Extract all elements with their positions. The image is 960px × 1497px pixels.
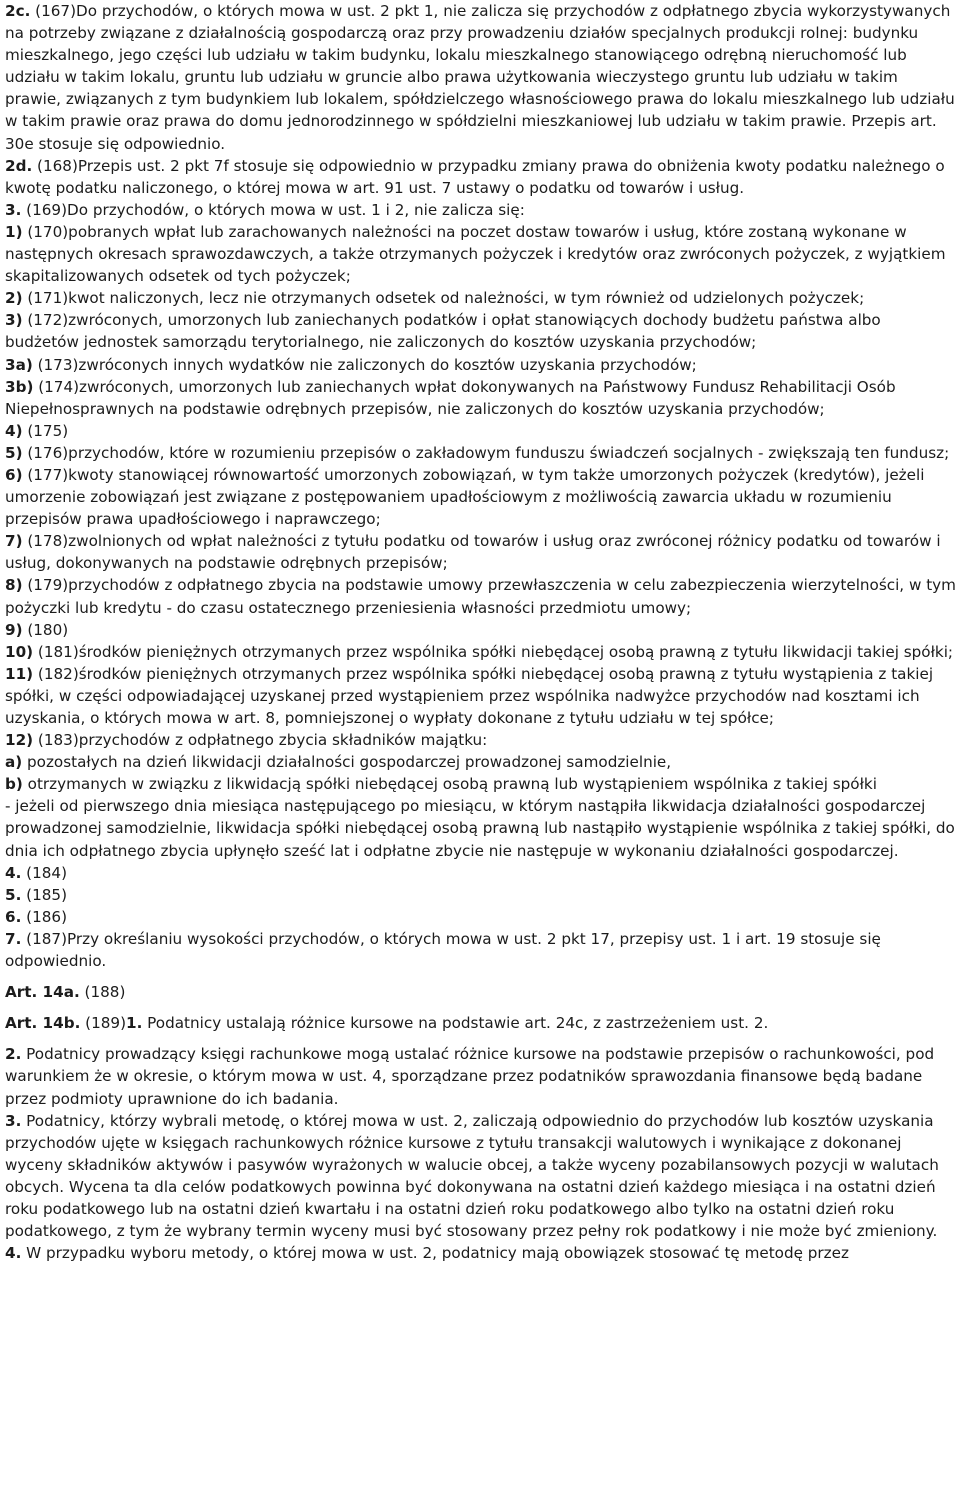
paragraph-text: (182)środków pieniężnych otrzymanych przez wspólnika spółki niebędącej osobą prawną z tytułu wystąpienia z takiej spółki, w części odpowiadającej uzyskanej przed wystąpieniem przez wspólnika nadwyżce przychodów nad kosztami ich uzyskania, o których mowa w art. 8, pomniejszonej o wypłaty dokonane z tytułu udziału w tej spółce; xyxy=(5,664,934,727)
paragraph-marker: a) xyxy=(5,753,23,772)
paragraph xyxy=(5,773,957,795)
paragraph xyxy=(5,155,957,199)
paragraph xyxy=(5,906,957,928)
paragraph xyxy=(5,530,957,574)
paragraph xyxy=(5,862,957,884)
paragraph-marker: 2d. xyxy=(5,156,33,175)
paragraph-marker: 5. xyxy=(5,885,22,904)
paragraph-marker: 2) xyxy=(5,289,23,308)
paragraph xyxy=(5,420,957,442)
paragraph-marker: 9) xyxy=(5,620,23,639)
paragraph-text: (189) xyxy=(80,1014,127,1033)
paragraph-marker: 2c. xyxy=(5,2,31,20)
paragraph-text: (187)Przy określaniu wysokości przychodów, o których mowa w ust. 2 pkt 17, przepisy ust. 1 i art. 19 stosuje się odpowiednio. xyxy=(5,929,881,971)
paragraph xyxy=(5,751,957,773)
paragraph-text: (170)pobranych wpłat lub zarachowanych należności na poczet dostaw towarów i usług, które zostaną wykonane w następnych okresach sprawozdawczych, a także otrzymanych pożyczek i kredytów oraz zwróconych pożyczek, z wyjątkiem skapitalizowanych odsetek od tych pożyczek; xyxy=(5,222,946,286)
paragraph xyxy=(5,221,957,287)
paragraph-text: (185) xyxy=(21,885,68,904)
paragraph xyxy=(5,663,957,729)
paragraph xyxy=(5,574,957,618)
paragraph xyxy=(5,0,957,155)
paragraph-marker: 8) xyxy=(5,576,23,595)
paragraph-text: pozostałych na dzień likwidacji działalności gospodarczej prowadzonej samodzielnie, xyxy=(22,753,672,772)
paragraph-marker: 4. xyxy=(5,1244,22,1263)
paragraph-marker: 1. xyxy=(126,1014,143,1033)
paragraph-marker: 3. xyxy=(5,200,22,219)
paragraph-marker: 3a) xyxy=(5,355,33,374)
paragraph xyxy=(5,376,957,420)
paragraph-text: (169)Do przychodów, o których mowa w ust. 1 i 2, nie zalicza się: xyxy=(21,200,525,219)
paragraph-marker: Art. 14b. xyxy=(5,1014,81,1033)
paragraph-marker: 4. xyxy=(5,863,22,882)
paragraph-marker: 5) xyxy=(5,443,23,462)
paragraph-text: Podatnicy ustalają różnice kursowe na podstawie art. 24c, z zastrzeżeniem ust. 2. xyxy=(142,1014,769,1033)
paragraph-text: (175) xyxy=(22,421,69,440)
paragraph-text: (177)kwoty stanowiącej równowartość umorzonych zobowiązań, w tym także umorzonych pożyczek (kredytów), jeżeli umorzenie zobowiązań jest związane z postępowaniem upadłościowym z możliwością zawarcia układu w rozumieniu przepisów prawa upadłościowego i naprawczego; xyxy=(5,465,925,529)
paragraph-text: (188) xyxy=(79,983,126,1002)
paragraph xyxy=(5,729,957,751)
paragraph xyxy=(5,199,957,221)
paragraph-marker: 6) xyxy=(5,465,23,484)
paragraph-marker: 7. xyxy=(5,929,22,948)
paragraph xyxy=(5,1242,957,1264)
paragraph-marker: 4) xyxy=(5,421,23,440)
paragraph-marker: Art. 14a. xyxy=(5,983,80,1002)
paragraph xyxy=(5,309,957,353)
paragraph-text: (172)zwróconych, umorzonych lub zaniechanych podatków i opłat stanowiących dochody budżetu państwa albo budżetów jednostek samorządu terytorialnego, nie zaliczonych do kosztów uzyskania przychodów; xyxy=(5,311,881,352)
paragraph xyxy=(5,641,957,663)
paragraph-text: (186) xyxy=(21,907,68,926)
paragraph xyxy=(5,1043,957,1109)
paragraph-text: (168)Przepis ust. 2 pkt 7f stosuje się odpowiednio w przypadku zmiany prawa do obniżenia kwoty podatku należnego o kwotę podatku naliczonego, o której mowa w art. 91 ust. 7 ustawy o podatku od towarów i usług. xyxy=(5,156,945,197)
paragraph-marker: 2. xyxy=(5,1045,22,1064)
paragraph-marker: 6. xyxy=(5,907,22,926)
paragraph-marker: 11) xyxy=(5,664,34,683)
paragraph-text: (174)zwróconych, umorzonych lub zaniechanych wpłat dokonywanych na Państwowy Fundusz Rehabilitacji Osób Niepełnosprawnych na podstawie odrębnych przepisów, nie zaliczonych do kosztów uzyskania przychodów; xyxy=(5,377,896,418)
paragraph xyxy=(5,354,957,376)
paragraph xyxy=(5,795,957,861)
paragraph-text: (173)zwróconych innych wydatków nie zaliczonych do kosztów uzyskania przychodów; xyxy=(32,355,697,374)
paragraph-text: (184) xyxy=(21,863,68,882)
paragraph xyxy=(5,287,957,309)
paragraph-text: Podatnicy, którzy wybrali metodę, o której mowa w ust. 2, zaliczają odpowiednio do przychodów lub kosztów uzyskania przychodów ujęte w księgach rachunkowych różnice kursowe z tytułu transakcji walutowych i wynikające z dokonanej wyceny składników aktywów i pasywów wyrażonych w walucie obcej, a także wyceny pozabilansowych pozycji w walutach obcych. Wycena ta dla celów podatkowych powinna być dokonywana na ostatni dzień każdego miesiąca i na ostatni dzień roku podatkowego lub na ostatni dzień kwartału i na ostatni dzień roku podatkowego albo tylko na ostatni dzień roku podatkowego, z tym że wybrany termin wyceny musi być stosowany przez pełny rok podatkowy i nie może być zmieniony. xyxy=(5,1111,939,1241)
paragraph xyxy=(5,619,957,641)
paragraph-marker: 7) xyxy=(5,532,23,551)
paragraph-text: (167)Do przychodów, o których mowa w ust. 2 pkt 1, nie zalicza się przychodów z odpłatnego zbycia wykorzystywanych na potrzeby związane z działalnością gospodarczą oraz przy prowadzeniu działów specjalnych produkcji rolnej: budynku mieszkalnego, jego części lub udziału w takim budynku, lokalu mieszkalnego stanowiącego odrębną nieruchomość lub udziału w takim lokalu, gruntu lub udziału w gruncie albo prawa użytkowania wieczystego gruntu lub udziału w takim prawie, związanych z tym budynkiem lub lokalem, spółdzielczego własnościowego prawa do lokalu mieszkalnego lub udziału w takim prawie oraz prawa do domu jednorodzinnego w spółdzielni mieszkaniowej lub udziału w takim prawie. Przepis art. 30e stosuje się odpowiednio. xyxy=(5,2,955,153)
paragraph-marker: 10) xyxy=(5,642,34,661)
paragraph-text: Podatnicy prowadzący księgi rachunkowe mogą ustalać różnice kursowe na podstawie przepisów o rachunkowości, pod warunkiem że w okresie, o którym mowa w ust. 4, sporządzane przez podatników sprawozdania finansowe będą badane przez podmioty uprawnione do ich badania. xyxy=(5,1045,935,1108)
paragraph-text: - jeżeli od pierwszego dnia miesiąca następującego po miesiącu, w którym nastąpiła likwidacja działalności gospodarczej prowadzonej samodzielnie, likwidacja spółki niebędącej osobą prawną lub nastąpiło wystąpienie wspólnika z takiej spółki, do dnia ich odpłatnego zbycia upłynęło sześć lat i odpłatne zbycie nie następuje w wykonaniu działalności gospodarczej. xyxy=(5,797,955,860)
paragraph-marker: 1) xyxy=(5,222,23,241)
paragraph-marker: b) xyxy=(5,775,23,794)
paragraph-text: otrzymanych w związku z likwidacją spółki niebędącej osobą prawną lub wystąpieniem wspólnika z takiej spółki xyxy=(22,775,877,794)
paragraph xyxy=(5,464,957,530)
paragraph-text: (171)kwot naliczonych, lecz nie otrzymanych odsetek od należności, w tym również od udzielonych pożyczek; xyxy=(22,289,865,308)
paragraph-text: W przypadku wyboru metody, o której mowa w ust. 2, podatnicy mają obowiązek stosować tę metodę przez xyxy=(21,1244,849,1263)
paragraph-text: (179)przychodów z odpłatnego zbycia na podstawie umowy przewłaszczenia w celu zabezpieczenia wierzytelności, w tym pożyczki lub kredytu - do czasu ostatecznego przeniesienia własności przedmiotu umowy; xyxy=(5,576,956,617)
paragraph-text: (176)przychodów, które w rozumieniu przepisów o zakładowym funduszu świadczeń socjalnych - zwiększają ten fundusz; xyxy=(22,443,950,462)
paragraph xyxy=(5,981,957,1003)
paragraph-text: (178)zwolnionych od wpłat należności z tytułu podatku od towarów i usług oraz zwróconej różnicy podatku od towarów i usług, dokonywanych na podstawie odrębnych przepisów; xyxy=(5,532,941,573)
paragraph-marker: 3b) xyxy=(5,377,34,396)
paragraph xyxy=(5,1012,957,1034)
paragraph xyxy=(5,442,957,464)
paragraph xyxy=(5,1110,957,1243)
paragraph-text: (180) xyxy=(22,620,69,639)
paragraph-marker: 12) xyxy=(5,731,34,750)
paragraph-text: (183)przychodów z odpłatnego zbycia składników majątku: xyxy=(33,731,488,750)
paragraph xyxy=(5,884,957,906)
paragraph-marker: 3) xyxy=(5,311,23,330)
document-page xyxy=(5,0,957,1264)
paragraph-text: (181)środków pieniężnych otrzymanych przez wspólnika spółki niebędącej osobą prawną z tytułu likwidacji takiej spółki; xyxy=(33,642,954,661)
paragraph-marker: 3. xyxy=(5,1111,22,1130)
paragraph xyxy=(5,928,957,972)
